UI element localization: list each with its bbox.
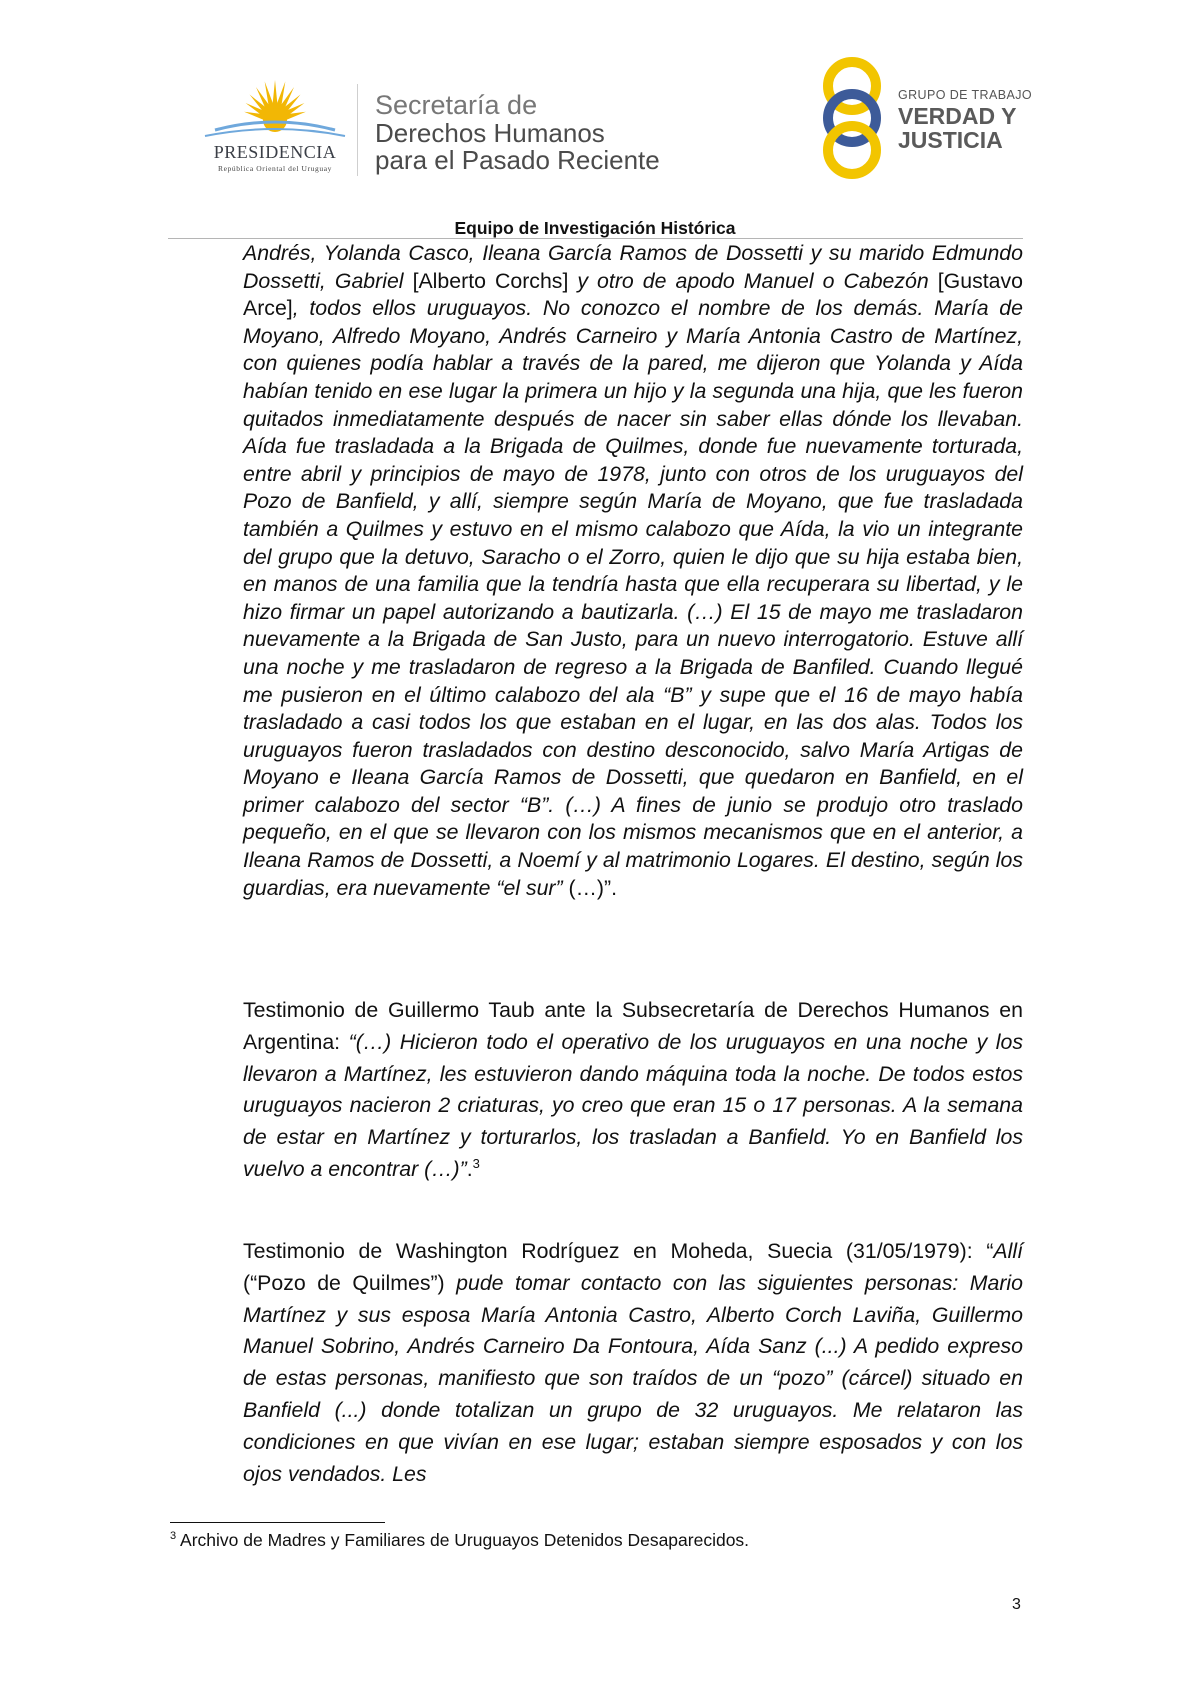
- text-run: Testimonio de Washington Rodríguez en Moheda, Suecia (31/05/1979): “: [243, 1239, 994, 1263]
- text-run: (“Pozo de Quilmes”): [243, 1270, 457, 1295]
- presidencia-subtitle: República Oriental del Uruguay: [217, 164, 332, 173]
- secretaria-name: [375, 90, 660, 174]
- footnote-reference: 3: [472, 1155, 480, 1171]
- text-run: Andrés, Yolanda Casco, Ileana García Ramos de Dossetti y su marido Edmundo Dossetti, Gabriel: [243, 241, 1023, 293]
- text-run: pude tomar contacto con las siguientes personas: Mario Martínez y sus esposa María Antonia Castro, Alberto Corch Laviña, Guillermo Manuel Sobrino, Andrés Carneiro Da Fontoura, Aída Sanz (...) A pedido expreso de estas personas, manifiesto que son traídos de un “pozo” (cárcel) situado en Banfield (...) donde totalizan un grupo de 32 uruguayos. Me relataron las condiciones en que vivían en ese lugar; estaban siempre esposados y con los ojos vendados. Les: [243, 1270, 1023, 1486]
- verdad-label: VERDAD Y: [898, 103, 1017, 129]
- paragraph-testimony-continued: [243, 240, 1023, 902]
- presidencia-logo: [195, 78, 355, 178]
- sun-emblem-icon: [195, 78, 355, 142]
- secretaria-line-1: Secretaría de: [375, 90, 538, 120]
- text-run: [Gustavo Arce]: [243, 268, 1023, 321]
- page-number: 3: [1012, 1596, 1021, 1613]
- rings-emblem-icon: [818, 56, 896, 181]
- text-run: [Alberto Corchs]: [412, 268, 569, 293]
- text-run: “(…) Hicieron todo el operativo de los uruguayos en una noche y los llevaron a Martínez, les estuvieron dando máquina toda la noche. De todos estos uruguayos nacieron 2 criaturas, yo creo que eran 15 o 17 personas. A la semana de estar en Martínez y torturarlos, los trasladan a Banfield. Yo en Banfield los vuelvo a encontrar (…)”: [243, 1029, 1023, 1181]
- text-run: , todos ellos uruguayos. No conozco el nombre de los demás. María de Moyano, Alfredo Moyano, Andrés Carneiro y María Antonia Castro de Martínez, con quienes podía hablar a través de la pared, me dijeron que Yolanda y Aída habían tenido en ese lugar la primera un hijo y la segunda una hija, que les fueron quitados inmediatamente después de nacer sin saber ellas dónde los llevaban. Aída fue trasladada a la Brigada de Quilmes, donde fue nuevamente torturada, entre abril y principios de mayo de 1978, junto con otros de los uruguayos del Pozo de Banfield, y allí, siempre según María de Moyano, que fue trasladada también a Quilmes y estuvo en el mismo calabozo que Aída, la vio un integrante del grupo que la detuvo, Saracho o el Zorro, quien le dijo que su hija estaba bien, en manos de una familia que la tendría hasta que ella recuperara su libertad, y le hizo firmar un papel autorizando a bautizarla. (…) El 15 de mayo me trasladaron nuevamente a la Brigada de San Justo, para un nuevo interrogatorio. Estuve allí una noche y me trasladaron de regreso a la Brigada de Banfiled. Cuando llegué me pusieron en el último calabozo del ala “B” y supe que el 16 de mayo había trasladado a casi todos los que estaban en el lugar, en las dos alas. Todos los uruguayos fueron trasladados con destino desconocido, salvo María Artigas de Moyano e Ileana García Ramos de Dossetti, que quedaron en Banfield, en el primer calabozo del sector “B”. (…) A fines de junio se produjo otro traslado pequeño, en el que se llevaron con los mismos mecanismos que en el anterior, a Ileana Ramos de Dossetti, a Noemí y al matrimonio Logares. El destino, según los guardias, era nuevamente “el sur”: [243, 296, 1023, 900]
- verdad-justicia-logo: [818, 56, 1032, 181]
- footnote-separator: [170, 1522, 385, 1523]
- presidencia-title: PRESIDENCIA: [213, 142, 337, 162]
- team-title: Equipo de Investigación Histórica: [454, 218, 736, 238]
- footnote-text: Archivo de Madres y Familiares de Uruguayos Detenidos Desaparecidos.: [176, 1530, 750, 1550]
- secretaria-line-2: Derechos Humanos: [375, 118, 605, 148]
- footnote: [170, 1530, 749, 1551]
- text-run: .: [466, 1156, 473, 1181]
- verdad-justicia-title: [898, 104, 1016, 152]
- secretaria-line-3: para el Pasado Reciente: [375, 145, 660, 175]
- header-rule: [168, 238, 1023, 239]
- footnote-number: 3: [170, 1530, 177, 1543]
- text-run: y otro de apodo Manuel o Cabezón: [568, 268, 938, 293]
- grupo-label: GRUPO DE TRABAJO: [898, 88, 1032, 102]
- justicia-label: JUSTICIA: [898, 127, 1003, 153]
- text-run: (…)”.: [562, 875, 618, 900]
- header-divider: [357, 84, 358, 176]
- paragraph-rodriguez-testimony: [243, 1236, 1023, 1490]
- paragraph-taub-testimony: [243, 995, 1023, 1186]
- text-run: Testimonio de Guillermo Taub ante la Subsecretaría de Derechos Humanos en Argentina:: [243, 998, 1023, 1054]
- text-run: Allí: [993, 1239, 1023, 1263]
